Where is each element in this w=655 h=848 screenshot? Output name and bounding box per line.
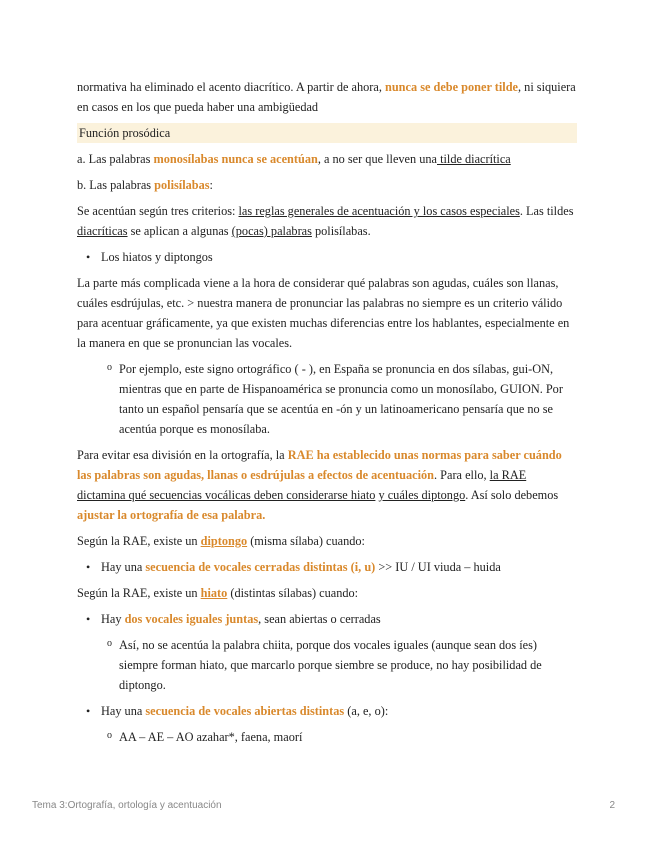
highlight: secuencia de vocales abiertas distintas [145,704,345,718]
sub-list-item: o AA – AE – AO azahar*, faena, maorí [77,727,577,747]
sub-list-item: o Por ejemplo, este signo ortográfico ( - ), en España se pronuncia en dos sílabas, gui-ON, mientras que en parte de Hispanoamérica se pronuncia como un monosílabo, GUION. Por tanto un español pensaría que se acentúa en -ón y un latinoamericano pensaría que no se acentúa porque es monosílaba. [77,359,577,439]
sub-list-item: o Así, no se acentúa la palabra chiita, porque dos vocales iguales (aunque sean dos íes) siempre forman hiato, que marcarlo porque siembre se produce, no hay posibilidad de diptongo. [77,635,577,695]
underlined-text: y cuáles diptongo [378,488,466,502]
list-item: • Hay una secuencia de vocales abiertas distintas (a, e, o): [77,701,577,721]
sub-list [77,727,577,747]
list-item: • Hay una secuencia de vocales cerradas distintas (i, u) >> IU / UI viuda – huida [77,557,577,577]
paragraph-a: a. Las palabras monosílabas nunca se acentúan, a no ser que lleven una tilde diacrítica [77,152,511,166]
paragraph-intro: normativa ha eliminado el acento diacrítico. A partir de ahora, nunca se debe poner tilde, ni siquiera en casos en los que pueda haber una ambigüedad [77,80,576,114]
underlined-text: las reglas generales de acentuación y los casos especiales [238,204,520,218]
highlight: monosílabas nunca se acentúan [153,152,318,166]
bullet-list [77,701,577,721]
bullet-list [77,359,577,439]
footer-title: Tema 3:Ortografía, ortología y acentuación [32,800,222,811]
highlight: RAE ha establecido unas normas para saber cuándo las palabras son agudas, llanas o esdrújulas a efectos de acentuación [77,448,562,482]
page-number: 2 [609,800,615,811]
sub-list [77,359,577,439]
highlight: polisílabas [154,178,210,192]
paragraph-criteria: Se acentúan según tres criterios: las reglas generales de acentuación y los casos especiales. Las tildes diacríticas se aplican a algunas (pocas) palabras polisílabas. [77,204,574,238]
bullet-list [77,557,577,577]
highlight: ajustar la ortografía de esa palabra. [77,508,266,522]
paragraph-rae: Para evitar esa división en la ortografía, la RAE ha establecido unas normas para saber cuándo las palabras son agudas, llanas o esdrújulas a efectos de acentuación. Para ello, la RAE dictamina qué secuencias vocálicas deben considerarse hiato y cuáles diptongo. Así solo debemos ajustar la ortografía de esa palabra. [77,448,562,522]
sub-list [77,635,577,695]
bullet-list [77,609,577,629]
highlight: secuencia de vocales cerradas distintas (i, u) [145,560,376,574]
list-item: • Hay dos vocales iguales juntas, sean abiertas o cerradas [77,609,577,629]
page-footer [32,800,624,811]
paragraph-diptongo: Según la RAE, existe un diptongo (misma sílaba) cuando: [77,534,365,548]
underlined-text: diacríticas [77,224,128,238]
paragraph-b: b. Las palabras polisílabas: [77,178,213,192]
bullet-list [77,247,577,267]
highlight: diptongo [200,534,248,548]
paragraph-hiato: Según la RAE, existe un hiato (distintas sílabas) cuando: [77,586,359,600]
document-body [77,77,577,747]
highlight: nunca se debe poner tilde [385,80,519,94]
highlight: hiato [200,586,228,600]
section-heading: Función prosódica [77,123,577,143]
list-item: • Los hiatos y diptongos [77,247,577,267]
paragraph-complex: La parte más complicada viene a la hora de considerar qué palabras son agudas, cuáles son llanas, cuáles esdrújulas, etc. > nuestra manera de pronunciar las palabras no siempre es un criterio válido para acentuar gráficamente, ya que existen muchas diferencias entre los hablantes, especialmente en la manera en que se pronuncian las vocales. [77,276,570,350]
underlined-text: (pocas) palabras [231,224,312,238]
underlined-text: tilde diacrítica [437,152,511,166]
underlined-text: la RAE dictamina qué secuencias vocálicas deben considerarse hiato [77,468,527,502]
highlight: dos vocales iguales juntas [124,612,259,626]
